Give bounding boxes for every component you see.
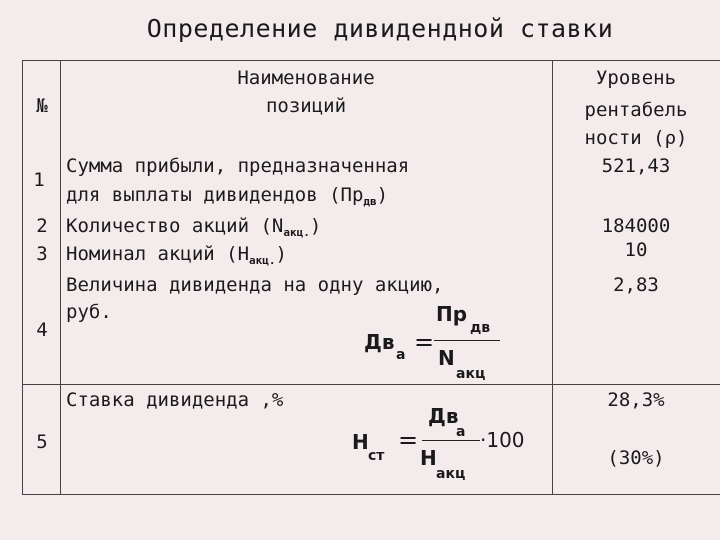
row-text: Количество акций $(N_{акц.})$ xyxy=(66,215,322,239)
formula-numerator-sub: а xyxy=(456,424,466,440)
formula-lhs-sub: ст xyxy=(368,448,385,464)
row-number: 2 xyxy=(36,215,48,237)
row-number: 4 xyxy=(36,319,48,341)
row-text: Номинал акций $(Н_{акц.})$ xyxy=(66,243,287,267)
column-divider xyxy=(60,60,61,494)
header-level-line1: Уровень xyxy=(595,67,677,89)
formula-lhs: Н xyxy=(352,430,369,454)
page-title: Определение дивидендной ставки xyxy=(146,14,614,43)
formula-denominator-sub: акц xyxy=(456,366,486,382)
formula-fraction-line xyxy=(434,340,500,341)
table-left-border xyxy=(22,60,23,494)
header-level-line3: ности (ρ) xyxy=(584,127,688,149)
row-value: 28,3% xyxy=(607,389,665,411)
row-text: Величина дивиденда на одну акцию, xyxy=(66,274,444,296)
table-bottom-border xyxy=(22,494,720,495)
formula-denominator: N xyxy=(438,346,455,370)
formula-lhs-sub: а xyxy=(396,347,406,363)
row-value-secondary: (30%) xyxy=(607,447,665,469)
row-divider xyxy=(22,384,720,385)
row-text: руб. xyxy=(66,301,112,323)
formula-equals: = xyxy=(414,328,435,356)
formula-numerator: Дв xyxy=(428,404,459,428)
formula-equals: = xyxy=(398,426,419,454)
formula-numerator: Пр xyxy=(436,302,468,326)
header-name-line2: позиций xyxy=(265,95,347,117)
table-top-border xyxy=(22,60,720,61)
row-value: 184000 xyxy=(601,215,671,237)
row-number: 1 xyxy=(33,169,45,191)
row-value: 2,83 xyxy=(613,274,659,296)
row-text: для выплаты дивидендов $(Пр_{дв})$ xyxy=(66,184,389,208)
formula-numerator-sub: дв xyxy=(470,320,491,336)
header-number: № xyxy=(36,95,48,117)
row-text: Сумма прибыли, предназначенная xyxy=(66,155,410,177)
row-value: 521,43 xyxy=(601,155,671,177)
formula-denominator: Н xyxy=(420,446,437,470)
formula-lhs: Дв xyxy=(364,330,395,354)
row-text: Ставка дивиденда ,% xyxy=(66,389,284,411)
row-number: 5 xyxy=(36,431,48,453)
header-level-line2: рентабель xyxy=(584,99,688,121)
formula-denominator-sub: акц xyxy=(436,466,466,482)
formula-multiplier: ·100 xyxy=(480,428,525,452)
row-value: 10 xyxy=(624,239,648,261)
row-number: 3 xyxy=(36,243,48,265)
formula-fraction-line xyxy=(422,440,480,441)
header-name-line1: Наименование xyxy=(237,67,375,89)
